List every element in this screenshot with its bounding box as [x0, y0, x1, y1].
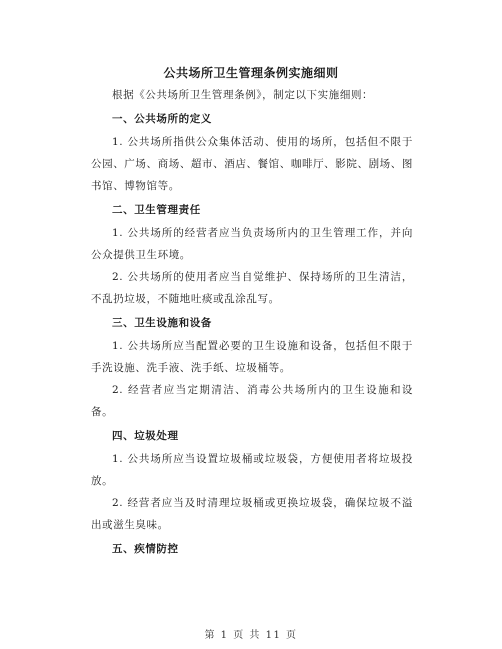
section-waste-paragraph-1: 1. 公共场所应当设置垃圾桶或垃圾袋，方便使用者将垃圾投放。 — [91, 453, 413, 487]
section-facilities-paragraph-1: 1. 公共场所应当配置必要的卫生设施和设备，包括但不限于手洗设施、洗手液、洗手纸、垃圾桶等。 — [91, 340, 413, 374]
section-heading-responsibility: 二、卫生管理责任 — [112, 204, 201, 216]
document-body — [91, 84, 413, 561]
document-title: 公共场所卫生管理条例实施细则 — [163, 66, 339, 80]
section-heading-definition: 一、公共场所的定义 — [112, 113, 212, 125]
page-number-footer: 第 1 页 共 11 页 — [204, 630, 298, 641]
section-heading-epidemic: 五、疾情防控 — [112, 543, 179, 555]
section-responsibility-paragraph-1: 1. 公共场所的经营者应当负责场所内的卫生管理工作，并向公众提供卫生环境。 — [91, 227, 413, 261]
section-facilities-paragraph-2: 2. 经营者应当定期清洁、消毒公共场所内的卫生设施和设备。 — [91, 384, 413, 418]
section-responsibility-paragraph-2: 2. 公共场所的使用者应当自觉维护、保持场所的卫生清洁，不乱扔垃圾，不随地吐痰或乱涂乱写。 — [91, 271, 413, 305]
intro-paragraph: 根据《公共场所卫生管理条例》，制定以下实施细则： — [112, 89, 374, 101]
section-waste-paragraph-2: 2. 经营者应当及时清理垃圾桶或更换垃圾袋，确保垃圾不溢出或滋生臭味。 — [91, 497, 413, 531]
section-heading-facilities: 三、卫生设施和设备 — [112, 317, 212, 329]
section-definition-paragraph-1: 1. 公共场所指供公众集体活动、使用的场所，包括但不限于公园、广场、商场、超市、酒店、餐馆、咖啡厅、影院、剧场、图书馆、博物馆等。 — [91, 136, 413, 192]
section-heading-waste: 四、垃圾处理 — [112, 430, 179, 442]
